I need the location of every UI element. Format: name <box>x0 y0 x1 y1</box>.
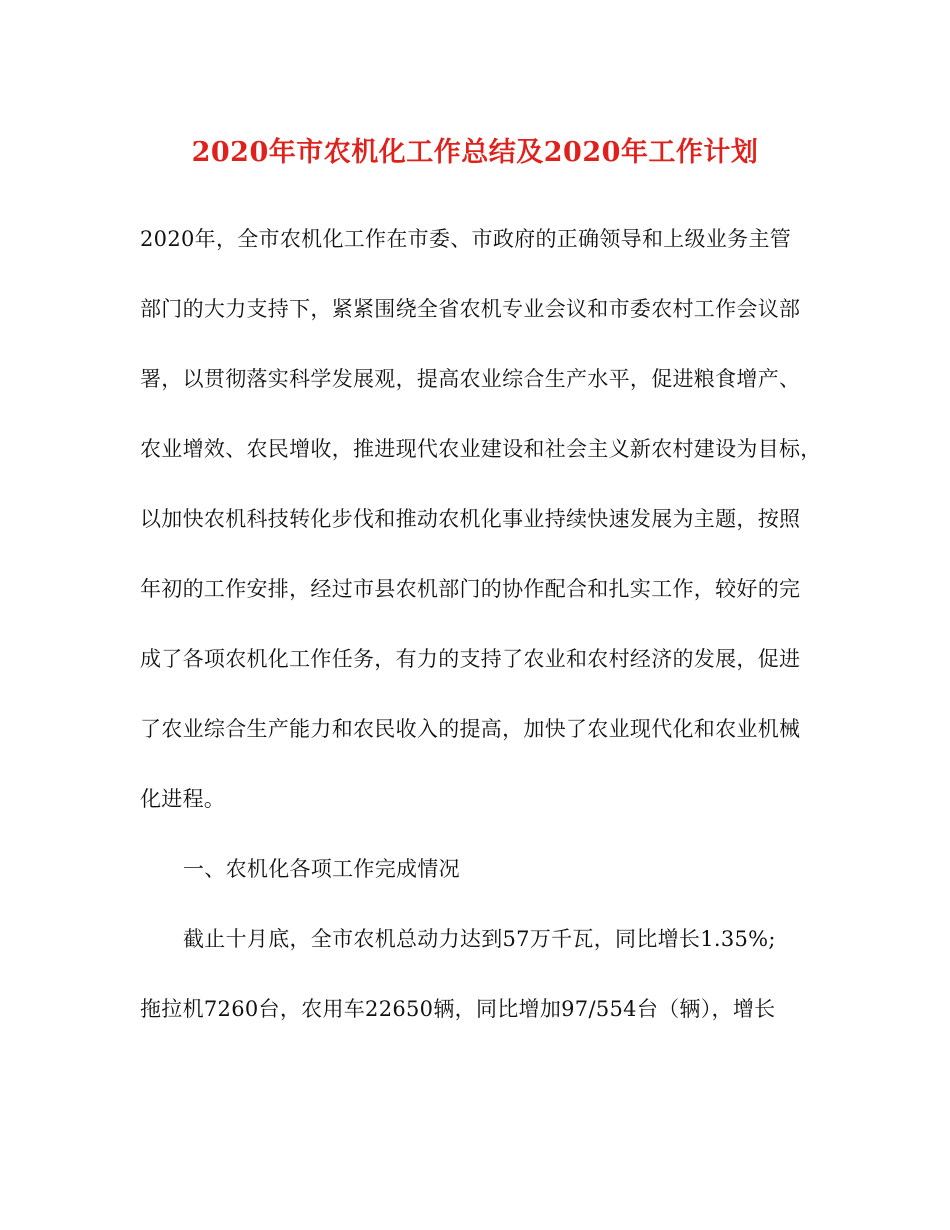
paragraph-line: 截止十月底，全市农机总动力达到57万千瓦，同比增长1.35%; <box>183 927 776 951</box>
paragraph-line: 2020年，全市农机化工作在市委、市政府的正确领导和上级业务主管 <box>140 227 792 251</box>
paragraph-line: 以加快农机科技转化步伐和推动农机化事业持续快速发展为主题，按照 <box>140 507 801 531</box>
paragraph-line: 成了各项农机化工作任务，有力的支持了农业和农村经济的发展，促进 <box>140 647 801 671</box>
paragraph-line: 拖拉机7260台，农用车22650辆，同比增加97/554台（辆），增长 <box>140 997 776 1021</box>
paragraph-line: 农业增效、农民增收，推进现代农业建设和社会主义新农村建设为目标， <box>140 437 822 461</box>
paragraph-line: 年初的工作安排，经过市县农机部门的协作配合和扎实工作，较好的完 <box>140 577 801 601</box>
paragraph-line: 了农业综合生产能力和农民收入的提高，加快了农业现代化和农业机械 <box>140 717 801 741</box>
paragraph-line: 署，以贯彻落实科学发展观，提高农业综合生产水平，促进粮食增产、 <box>140 367 801 391</box>
document-title: 2020年市农机化工作总结及2020年工作计划 <box>191 137 759 168</box>
paragraph-line: 部门的大力支持下，紧紧围绕全省农机专业会议和市委农村工作会议部 <box>140 297 801 321</box>
paragraph-line: 化进程。 <box>140 787 226 811</box>
section-heading: 一、农机化各项工作完成情况 <box>183 857 460 881</box>
